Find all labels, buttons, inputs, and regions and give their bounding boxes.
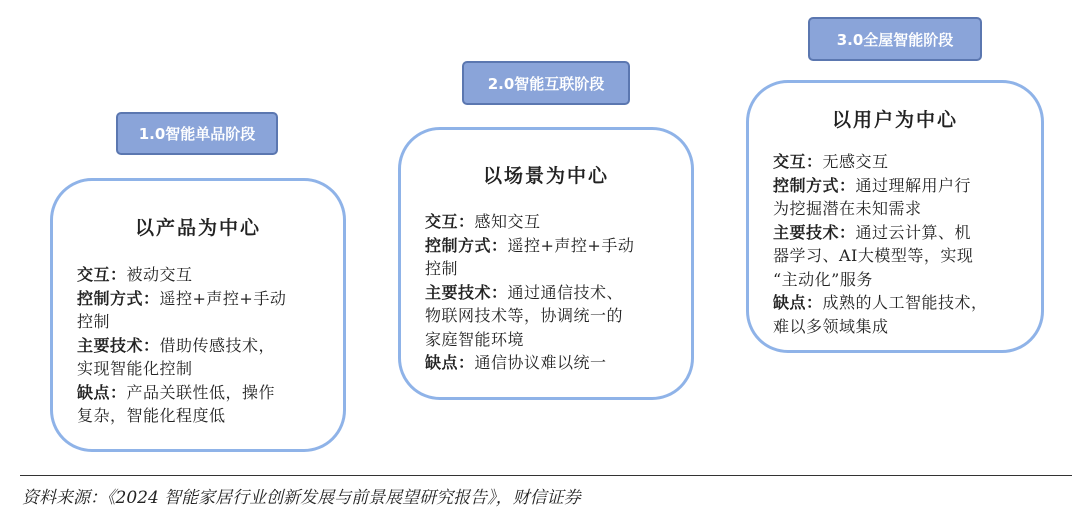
control-value-line: 遥控+声控+手动 <box>159 288 287 308</box>
weakness-row <box>425 351 693 375</box>
interaction-label: 交互： <box>773 152 823 171</box>
stage-3-card <box>746 80 1044 353</box>
tech-value-line: 通过云计算、机 <box>855 222 972 242</box>
tech-label: 主要技术： <box>773 222 856 242</box>
control-value-line: 遥控+声控+手动 <box>507 235 635 255</box>
stage-3-title: 以用户为中心 <box>831 109 958 131</box>
stage-2-tag: 2.0智能互联阶段 <box>462 61 630 105</box>
source-note: 资料来源：《2024 智能家居行业创新发展与前景展望研究报告》，财信证券 <box>22 488 581 508</box>
tech-value-line: 借助传感技术， <box>159 335 276 355</box>
tech-value-line: 器学习、AI大模型等，实现 <box>773 246 974 265</box>
weakness-label: 缺点： <box>773 293 823 312</box>
stage-3-body <box>773 150 1045 338</box>
source-divider <box>20 475 1072 476</box>
control-row <box>77 287 347 311</box>
stage-1-body <box>77 263 347 428</box>
control-value-line: 为挖掘潜在未知需求 <box>773 199 922 218</box>
interaction-value: 被动交互 <box>126 265 193 284</box>
weakness-value-line: 通信协议难以统一 <box>474 353 607 372</box>
weakness-label: 缺点： <box>425 353 475 372</box>
stage-1-tag: 1.0智能单品阶段 <box>116 112 278 155</box>
interaction-row <box>77 263 347 287</box>
weakness-row <box>77 381 347 405</box>
control-value-line: 控制 <box>425 259 459 278</box>
tech-label: 主要技术： <box>77 335 160 355</box>
stage-1-card <box>50 178 346 452</box>
tech-value-line: 实现智能化控制 <box>77 359 193 378</box>
tech-value-line: 通过通信技术、 <box>507 282 624 302</box>
tech-value-line: 家庭智能环境 <box>425 329 525 349</box>
interaction-value: 无感交互 <box>822 152 889 171</box>
stage-2-card <box>398 127 694 400</box>
control-label: 控制方式： <box>77 288 160 308</box>
tech-row <box>773 221 1045 245</box>
tech-value-line: 物联网技术等，协调统一的 <box>425 306 624 325</box>
interaction-row <box>773 150 1045 174</box>
weakness-value-line: 产品关联性低，操作 <box>126 382 276 402</box>
interaction-label: 交互： <box>77 265 127 284</box>
stage-3-tag: 3.0全屋智能阶段 <box>808 17 982 61</box>
control-row <box>425 234 693 258</box>
control-label: 控制方式： <box>425 235 508 255</box>
interaction-row <box>425 210 693 234</box>
weakness-row <box>773 291 1045 315</box>
stage-1-title: 以产品为中心 <box>134 217 261 239</box>
interaction-label: 交互： <box>425 212 475 231</box>
stage-2-title: 以场景为中心 <box>482 165 609 187</box>
tech-label: 主要技术： <box>425 282 508 302</box>
control-value-line: 通过理解用户行 <box>855 175 972 195</box>
control-row <box>773 174 1045 198</box>
weakness-value-line: 复杂，智能化程度低 <box>77 406 226 425</box>
weakness-label: 缺点： <box>77 382 127 402</box>
control-label: 控制方式： <box>773 175 856 195</box>
tech-value-line: “主动化”服务 <box>773 269 873 289</box>
tech-row <box>77 334 347 358</box>
stage-2-body <box>425 210 693 375</box>
interaction-value: 感知交互 <box>474 212 541 231</box>
weakness-value-line: 难以多领域集成 <box>773 316 889 336</box>
weakness-value-line: 成熟的人工智能技术， <box>822 293 988 312</box>
tech-row <box>425 281 693 305</box>
control-value-line: 控制 <box>77 312 111 331</box>
